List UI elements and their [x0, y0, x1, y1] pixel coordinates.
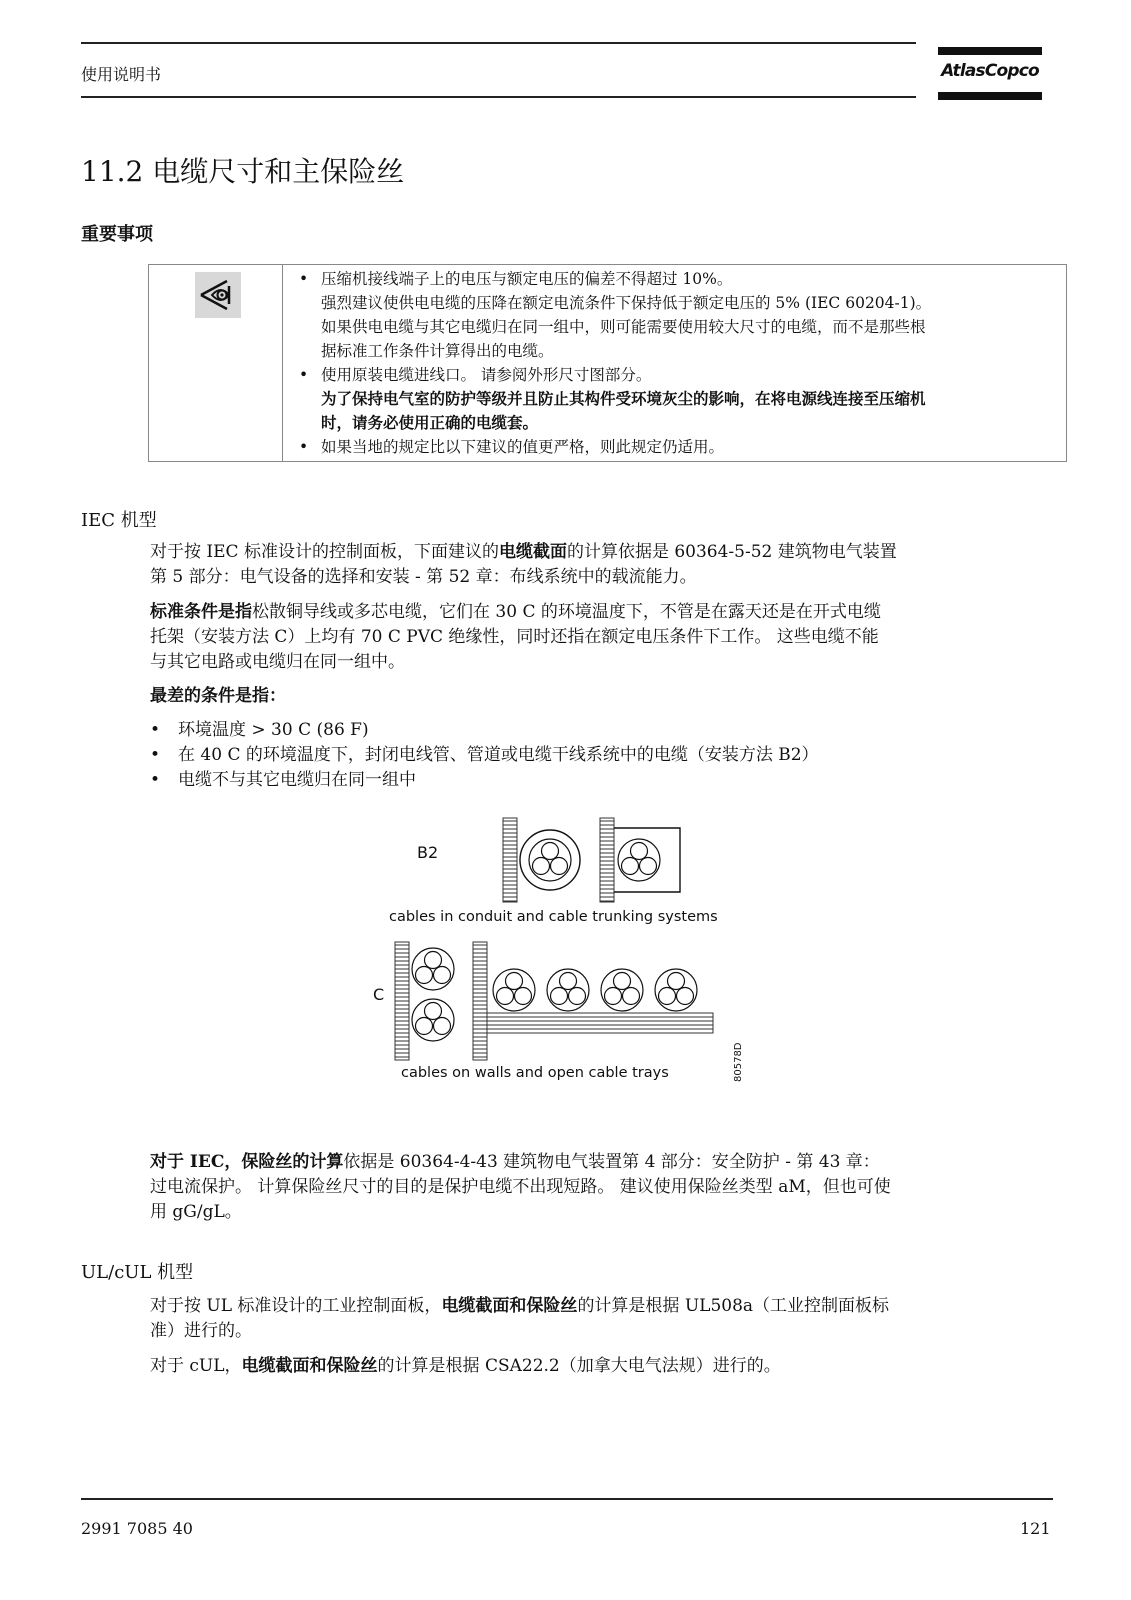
- logo-text: AtlasCopco: [941, 61, 1039, 81]
- list-item: • 环境温度 > 30 C (86 F): [150, 718, 1055, 743]
- note-line: 强烈建议使供电电缆的压降在额定电流条件下保持低于额定电压的 5% (IEC 60204-1)。: [321, 294, 932, 312]
- worst-conditions-heading: 最差的条件是指：: [150, 686, 286, 706]
- header-title: 使用说明书: [81, 65, 162, 84]
- wall-c-left: [395, 942, 409, 1060]
- note-line: 如果供电电缆与其它电缆归在同一组中，则可能需要使用较大尺寸的电缆，而不是那些根: [321, 318, 926, 336]
- ul-paragraph-2: 对于 cUL，电缆截面和保险丝的计算是根据 CSA22.2（加拿大电气法规）进行的。: [150, 1356, 781, 1376]
- cable-triad: [412, 948, 454, 990]
- header-top-rule: [81, 42, 916, 44]
- worst-conditions-list: [150, 718, 1055, 793]
- caption-c: cables on walls and open cable trays: [401, 1065, 669, 1081]
- iec-paragraph-1: 对于按 IEC 标准设计的控制面板，下面建议的电缆截面的计算依据是 60364-5-52 建筑物电气装置 第 5 部分：电气设备的选择和安装 - 第 52 章：布线系统中的载流能力。: [150, 542, 897, 587]
- wall-b2-right: [600, 818, 614, 902]
- note-line: • 如果当地的规定比以下建议的值更严格，则此规定仍适用。: [295, 435, 1060, 459]
- document-number: 2991 7085 40: [81, 1519, 193, 1538]
- note-line: 据标准工作条件计算得出的电缆。: [321, 342, 554, 360]
- cable-triad: [655, 969, 697, 1011]
- cable-tray: [487, 1013, 713, 1033]
- cable-installation-figure: [373, 830, 755, 1105]
- important-heading: 重要事项: [81, 224, 153, 245]
- label-c: C: [373, 985, 385, 1004]
- footer-rule: [81, 1498, 1053, 1500]
- ul-paragraph-1: 对于按 UL 标准设计的工业控制面板，电缆截面和保险丝的计算是根据 UL508a（工业控制面板标 准）进行的。: [150, 1296, 890, 1341]
- section-title: 11.2 电缆尺寸和主保险丝: [81, 155, 405, 188]
- cable-triad: [547, 969, 589, 1011]
- cable-triad: [601, 969, 643, 1011]
- iec-paragraph-2: 标准条件是指松散铜导线或多芯电缆，它们在 30 C 的环境温度下，不管是在露天还是在开式电缆 托架（安装方法 C）上均有 70 C PVC 绝缘性，同时还指在额定电压条件下工作。 这些电缆不能 与其它电路或电缆归在同一组中。: [150, 602, 881, 672]
- note-line: • 压缩机接线端子上的电压与额定电压的偏差不得超过 10%。: [295, 267, 1060, 291]
- atlas-copco-logo: [938, 47, 1042, 100]
- notes-divider: [282, 265, 283, 461]
- cable-triad: [493, 969, 535, 1011]
- iec-heading: IEC 机型: [81, 510, 157, 531]
- important-notes-box: [148, 264, 1067, 462]
- note-line: • 使用原装电缆进线口。 请参阅外形尺寸图部分。: [295, 363, 1060, 387]
- eye-warning-icon: [195, 272, 241, 318]
- note-line-bold: 为了保持电气室的防护等级并且防止其构件受环境灰尘的影响，在将电源线连接至压缩机: [321, 389, 926, 408]
- header-bottom-rule: [81, 96, 916, 98]
- list-item: • 电缆不与其它电缆归在同一组中: [150, 768, 1055, 793]
- figure-ref: 80578D: [733, 1042, 744, 1082]
- caption-b2: cables in conduit and cable trunking systems: [389, 909, 718, 925]
- wall-b2-left: [503, 818, 517, 902]
- ul-heading: UL/cUL 机型: [81, 1262, 194, 1283]
- label-b2: B2: [417, 843, 439, 862]
- page-number: 121: [1020, 1519, 1051, 1538]
- wall-c-right: [473, 942, 487, 1060]
- iec-fuse-paragraph: 对于 IEC，保险丝的计算依据是 60364-4-43 建筑物电气装置第 4 部分：安全防护 - 第 43 章： 过电流保护。 计算保险丝尺寸的目的是保护电缆不出现短路。 建议使用保险丝类型 aM，但也可使 用 gG/gL。: [150, 1152, 891, 1222]
- cable-triad: [412, 999, 454, 1041]
- cable-triad: [529, 839, 571, 881]
- list-item: • 在 40 C 的环境温度下，封闭电线管、管道或电缆干线系统中的电缆（安装方法 B2）: [150, 743, 1055, 768]
- note-line-bold: 时，请务必使用正确的电缆套。: [321, 413, 539, 432]
- cable-triad: [618, 839, 660, 881]
- notes-list: [295, 267, 1060, 459]
